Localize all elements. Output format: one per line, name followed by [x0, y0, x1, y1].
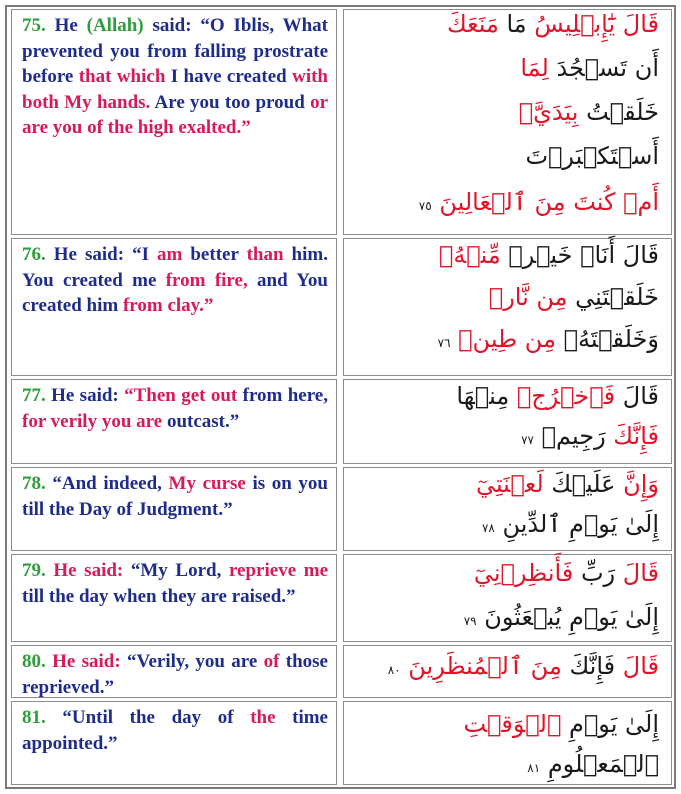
translation-segment: reprieve me: [228, 560, 329, 581]
translation-segment: time appointed.”: [22, 707, 328, 754]
arabic-word: عَلَيۡكَ: [543, 470, 616, 498]
arabic-word: مِنۡهَا: [456, 382, 510, 410]
english-translation-text: [22, 558, 328, 609]
arabic-word: مَنَعَكَ: [446, 10, 499, 38]
arabic-verse-cell: [343, 379, 672, 464]
translation-segment: or are you: [22, 91, 328, 138]
english-translation-cell: [11, 701, 337, 785]
translation-segment: I have created: [165, 66, 293, 87]
arabic-word: مِنَ ٱلۡمُنظَرِينَ: [408, 652, 562, 680]
translation-segment: He said:: [45, 651, 127, 672]
verse-end-marker-icon: ٨٠: [387, 663, 401, 677]
arabic-word: فَٱخۡرُجۡ: [509, 382, 616, 410]
english-translation-text: [22, 471, 328, 522]
translation-segment: than: [246, 244, 284, 265]
verse-row: [11, 701, 672, 785]
arabic-word: قَالَ: [615, 559, 659, 587]
verse-end-marker-icon: ٧٦: [437, 336, 451, 350]
translation-segment: the: [250, 707, 276, 728]
translation-segment: that which: [78, 66, 166, 87]
arabic-word: مِّنۡهُۖ: [438, 241, 501, 269]
translation-segment: is on you till the Day of Judgment.”: [22, 473, 329, 520]
translation-segment: He said:: [45, 385, 125, 406]
translation-segment: “Until the day of: [45, 707, 251, 728]
english-translation-cell: [11, 379, 337, 464]
english-translation-text: [22, 383, 328, 434]
arabic-word: خَلَقۡتُ: [578, 98, 659, 126]
arabic-word: فَإِنَّكَ: [561, 652, 616, 680]
arabic-word: قَالَ يَٰٓإِبۡلِيسُ: [526, 10, 659, 38]
arabic-word: قَالَ أَنَا۠ خَيۡرٞ: [500, 241, 659, 269]
arabic-verse-line: [439, 243, 659, 267]
verse-end-marker-icon: ٨١: [527, 761, 541, 775]
arabic-word: لَعۡنَتِيٓ: [475, 470, 544, 498]
translation-segment: of the high exalted.”: [82, 117, 251, 138]
arabic-word: قَالَ: [615, 652, 659, 680]
arabic-word: أَن تَسۡجُدَ: [548, 54, 659, 82]
translation-segment: of: [263, 651, 280, 672]
translation-segment: from clay.”: [122, 295, 214, 316]
english-translation-text: [22, 13, 328, 141]
english-translation-cell: [11, 467, 337, 551]
verse-table: [5, 5, 676, 789]
verse-end-marker-icon: ٧٥: [418, 199, 432, 213]
translation-segment: him. You created me: [22, 244, 328, 291]
arabic-verse-line: [521, 424, 659, 448]
english-translation-text: [22, 705, 328, 756]
translation-segment: (Allah): [86, 15, 144, 36]
arabic-verse-line: [419, 190, 659, 214]
translation-segment: outcast.”: [162, 410, 240, 432]
arabic-word: كُنتَ مِنَ ٱلۡعَالِينَ: [439, 188, 616, 216]
verse-row: [11, 9, 672, 235]
arabic-verse-line: [527, 752, 659, 776]
arabic-word: إِلَىٰ يَوۡمِ: [561, 710, 659, 738]
translation-segment: for verily you are: [22, 410, 163, 432]
arabic-word: إِلَىٰ يَوۡمِ ٱلدِّينِ: [502, 510, 659, 538]
arabic-verse-line: [463, 712, 659, 736]
arabic-word: خَلَقۡتَنِي: [567, 283, 659, 311]
arabic-verse-cell: [343, 238, 672, 376]
verse-row: [11, 379, 672, 464]
arabic-word: إِلَىٰ يَوۡمِ يُبۡعَثُونَ: [484, 603, 659, 631]
english-translation-cell: [11, 9, 337, 235]
translation-segment: from here,: [237, 385, 328, 406]
arabic-word: وَخَلَقۡتَهُۥ: [555, 325, 659, 353]
translation-segment: better: [182, 244, 247, 265]
verse-end-marker-icon: ٧٧: [521, 433, 534, 447]
arabic-word: ٱلۡوَقۡتِ: [463, 710, 562, 738]
arabic-word: وَإِنَّ: [615, 470, 659, 498]
arabic-verse-cell: [343, 467, 672, 551]
arabic-verse-line: [476, 472, 659, 496]
arabic-word: بِيَدَيَّۖ: [518, 98, 579, 126]
arabic-verse-cell: [343, 554, 672, 642]
arabic-verse-cell: [343, 645, 672, 698]
arabic-word: رَجِيمٞ: [541, 422, 606, 450]
translation-segment: till the day when they are raised.”: [22, 585, 296, 607]
arabic-verse-line: [456, 384, 659, 408]
translation-segment: and You created him: [22, 269, 328, 316]
arabic-verse-line: [388, 654, 659, 678]
arabic-verse-line: [519, 100, 659, 124]
arabic-word: مِن طِينٖ: [458, 325, 556, 353]
translation-segment: am: [157, 244, 183, 265]
arabic-word: ٱلۡمَعۡلُومِ: [547, 750, 659, 778]
translation-segment: from fire,: [165, 269, 248, 291]
arabic-word: مِن نَّارٖ: [488, 283, 568, 311]
verse-number: 77.: [22, 385, 46, 406]
verse-row: [11, 645, 672, 698]
arabic-word: لِمَا: [520, 54, 549, 82]
verse-number: 75.: [22, 15, 46, 36]
arabic-word: فَإِنَّكَ: [605, 422, 659, 450]
arabic-verse-line: [474, 561, 659, 585]
translation-segment: “Then get out: [124, 385, 238, 406]
arabic-word: مَا: [498, 10, 527, 38]
arabic-word: أَسۡتَكۡبَرۡتَ: [525, 142, 659, 170]
arabic-verse-line: [447, 12, 659, 36]
translation-segment: He said: “I: [45, 244, 158, 265]
arabic-verse-line: [482, 512, 659, 536]
verse-number: 81.: [22, 707, 46, 728]
verse-end-marker-icon: ٧٨: [481, 521, 495, 535]
translation-segment: “Verily, you are: [126, 651, 264, 672]
arabic-verse-line: [520, 56, 659, 80]
verse-number: 76.: [22, 244, 46, 265]
english-translation-cell: [11, 554, 337, 642]
translation-segment: “My Lord,: [130, 560, 229, 581]
verse-row: [11, 467, 672, 551]
translation-segment: He: [45, 15, 87, 36]
english-translation-cell: [11, 645, 337, 698]
translation-segment: with both My hands.: [22, 66, 328, 113]
arabic-word: رَبِّ: [573, 559, 616, 587]
arabic-word: أَمۡ: [615, 188, 659, 216]
arabic-verse-line: [525, 144, 659, 168]
arabic-verse-cell: [343, 701, 672, 785]
arabic-verse-line: [464, 605, 659, 629]
verse-row: [11, 238, 672, 376]
verse-number: 79.: [22, 560, 46, 581]
translation-segment: Are you too proud: [150, 91, 311, 113]
english-translation-text: [22, 649, 328, 700]
verse-number: 78.: [22, 473, 46, 494]
verse-end-marker-icon: ٧٩: [463, 614, 477, 628]
translation-segment: He said:: [45, 560, 131, 581]
arabic-verse-line: [489, 285, 659, 309]
translation-segment: said: “O Iblis, What prevented you from falling prostrate before: [22, 15, 328, 87]
translation-segment: those reprieved.”: [22, 651, 328, 698]
english-translation-text: [22, 242, 328, 319]
verse-row: [11, 554, 672, 642]
verse-number: 80.: [22, 651, 46, 672]
arabic-word: قَالَ: [615, 382, 659, 410]
arabic-verse-line: [438, 327, 659, 351]
arabic-verse-cell: [343, 9, 672, 235]
english-translation-cell: [11, 238, 337, 376]
translation-segment: “And indeed,: [45, 473, 169, 494]
translation-segment: My curse: [168, 473, 246, 494]
arabic-word: فَأَنظِرۡنِيٓ: [473, 559, 574, 587]
